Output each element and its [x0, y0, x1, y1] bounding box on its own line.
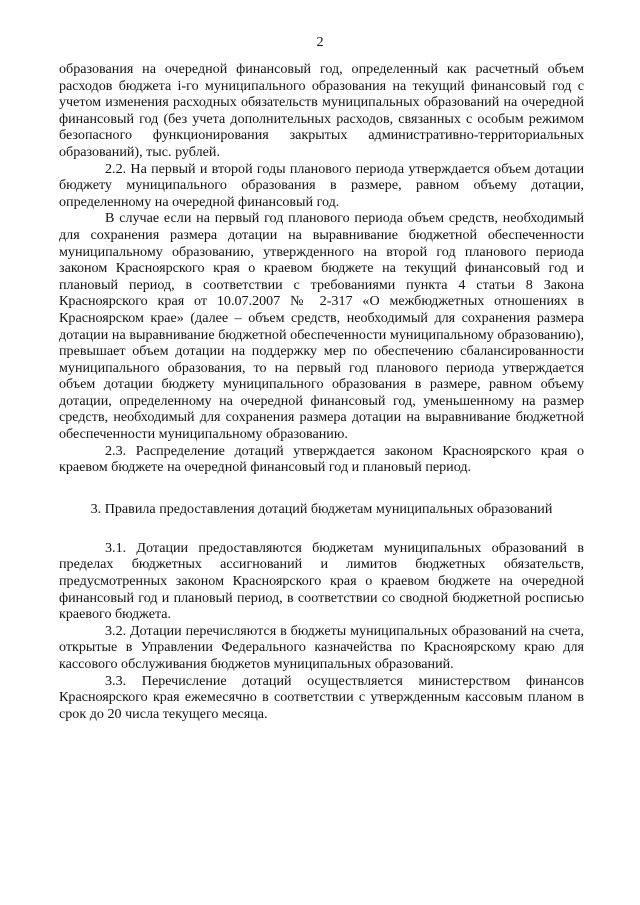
paragraph-2-2-case: В случае если на первый год планового периода объем средств, необходимый для сохранения размера дотации на выравнивание бюджетной обеспеченности муниципальному образованию, утвержденного на второй год планового периода законом Красноярского края о краевом бюджете на текущий финансовый год и плановый период, в соответствии с требованиями пункта 4 статьи 8 Закона Красноярского края от 10.07.2007 № 2-317 «О межбюджетных отношениях в Красноярском крае» (далее – объем средств, необходимый для сохранения размера дотации на выравнивание бюджетной обеспеченности муниципальному образованию), превышает объем дотации на поддержку мер по обеспечению сбалансированности муниципального образования, то на первый год планового периода утверждается объем дотации бюджету муниципального образования в размере, равном объему дотации, определенному на очередной финансовый год, уменьшенному на размер средств, необходимый для сохранения размера дотации на выравнивание бюджетной обеспеченности муниципальному образованию.: [59, 210, 584, 443]
paragraph-3-3: 3.3. Перечисление дотаций осуществляется министерством финансов Красноярского края ежемесячно в соответствии с утвержденным кассовым планом в срок до 20 числа текущего месяца.: [59, 672, 584, 722]
paragraph-3-2: 3.2. Дотации перечисляются в бюджеты муниципальных образований на счета, открытые в Управлении Федерального казначейства по Красноярскому краю для кассового обслуживания бюджетов муниципальных образований.: [59, 622, 584, 672]
page-number: 2: [316, 34, 324, 50]
section-title: 3. Правила предоставления дотаций бюджетам муниципальных образований: [90, 500, 553, 517]
paragraph-2-3: 2.3. Распределение дотаций утверждается законом Красноярского края о краевом бюджете на очередной финансовый год и плановый период.: [59, 442, 584, 476]
paragraph-2-2: 2.2. На первый и второй годы планового периода утверждается объем дотации бюджету муниципального образования в размере, равном объему дотации, определенному на очередной финансовый год.: [59, 160, 584, 210]
document-body: [59, 61, 584, 722]
paragraph-continuation: образования на очередной финансовый год, определенный как расчетный объем расходов бюджета i-го муниципального образования на текущий финансовый год с учетом изменения расходных обязательств муниципальных образований на очередной финансовый год (без учета дополнительных расходов, связанных с особым режимом безопасного функционирования закрытых административно-территориальных образований), тыс. рублей.: [59, 61, 584, 160]
paragraph-3-1: 3.1. Дотации предоставляются бюджетам муниципальных образований в пределах бюджетных ассигнований и лимитов бюджетных обязательств, предусмотренных законом Красноярского края о краевом бюджете на очередной финансовый год и плановый период, в соответствии со сводной бюджетной росписью краевого бюджета.: [59, 539, 584, 623]
